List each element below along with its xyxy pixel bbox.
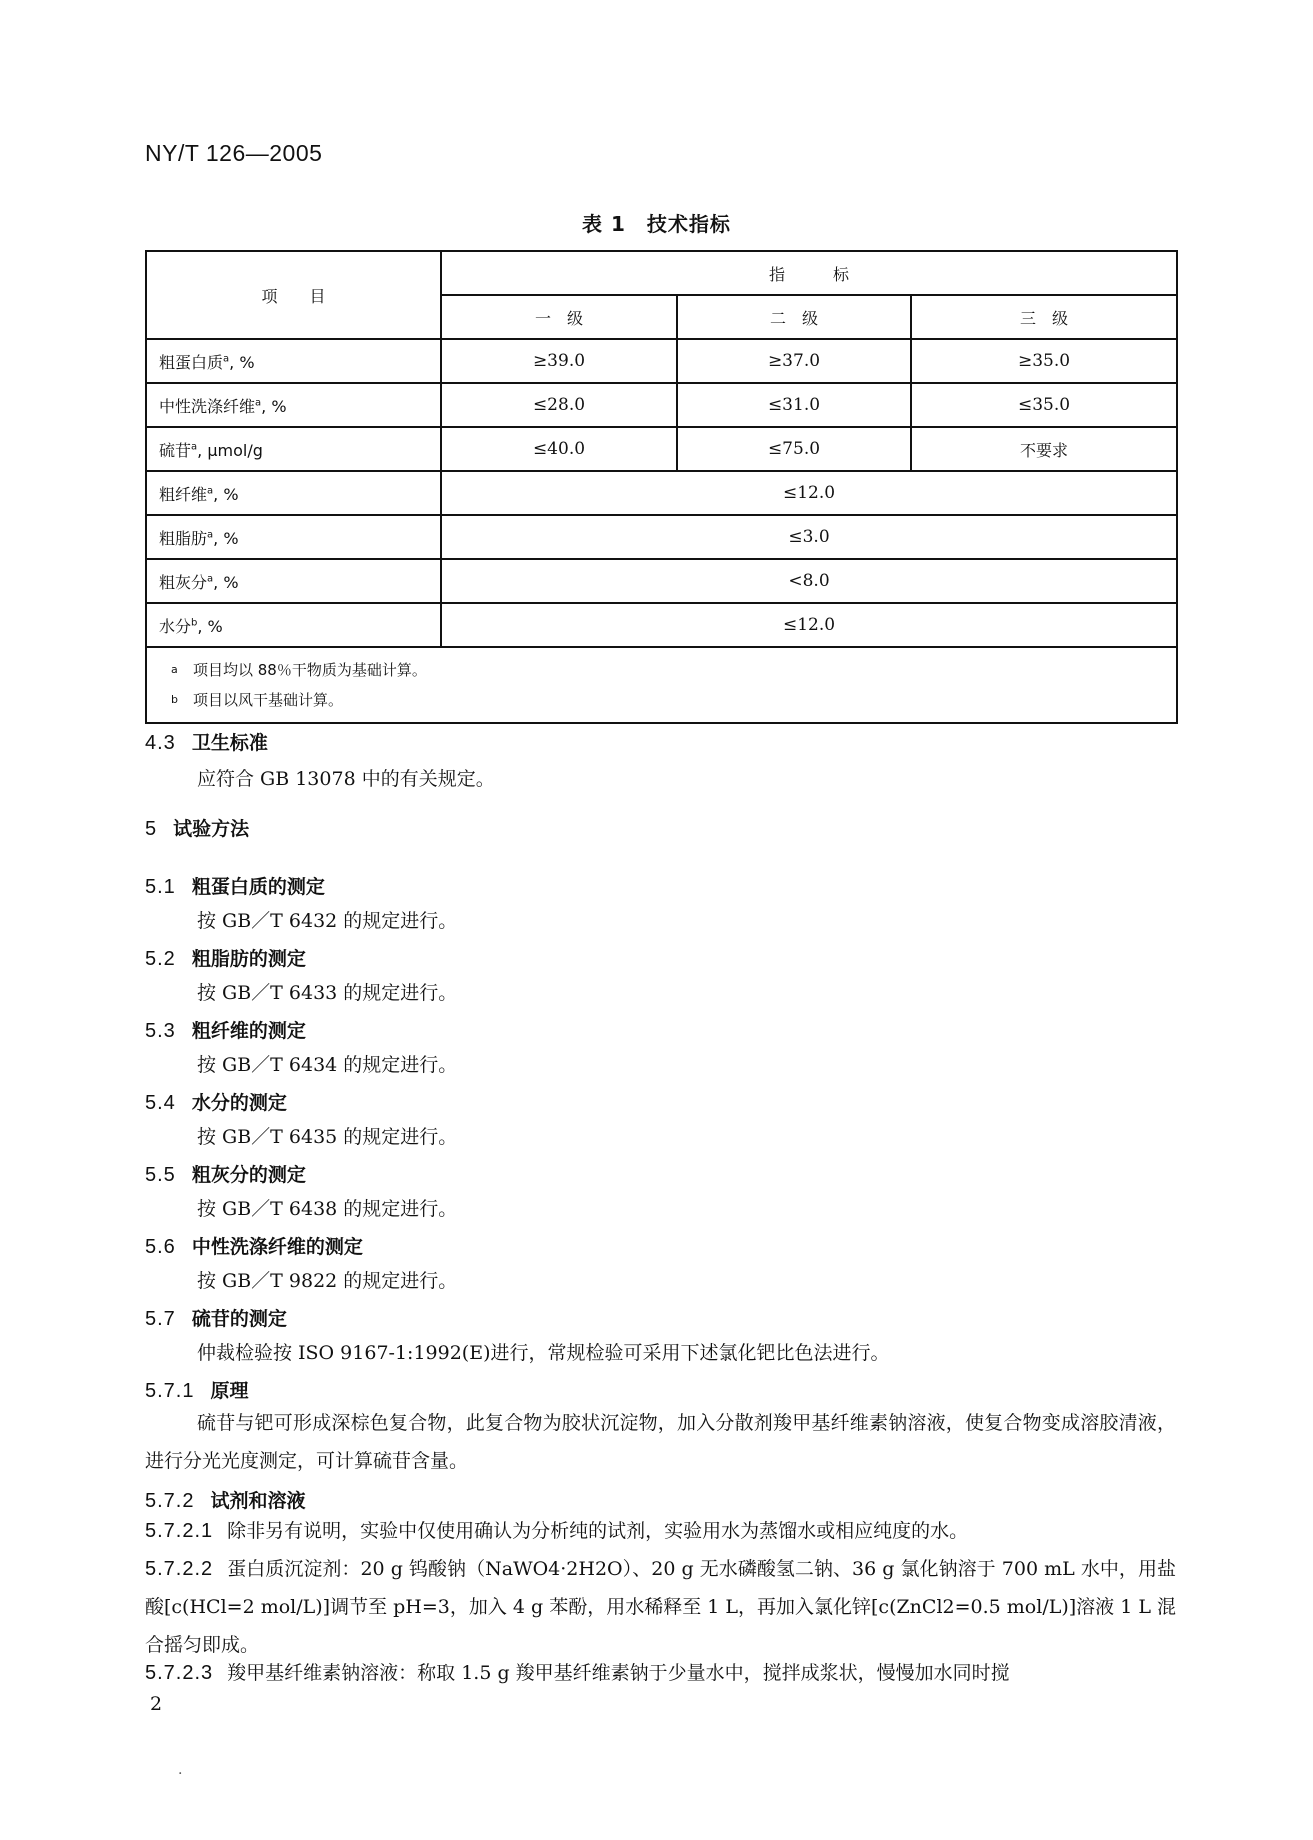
cell: <8.0 (441, 559, 1177, 603)
header-index: 指 标 (441, 251, 1177, 295)
spec-table (145, 250, 1178, 724)
section-heading: 5.5 粗灰分的测定 (145, 1164, 306, 1186)
section-heading: 5.7.1 原理 (145, 1380, 249, 1402)
cell: ≤12.0 (441, 603, 1177, 647)
clause: 5.7.2.2 蛋白质沉淀剂：20 g 钨酸钠（NaWO4·2H2O）、20 g 无水磷酸氢二钠、36 g 氯化钠溶于 700 mL 水中，用盐酸[c(HCl=2 mol/L)]调节至 pH=3，加入 4 g 苯酚，用水稀释至 1 L，再加入氯化锌[c(ZnCl2=0.5 mol/L)]溶液 1 L 混合摇匀即成。 (145, 1558, 1176, 1656)
grade-3: 三 级 (911, 295, 1177, 339)
table-note: b 项目以风干基础计算。 (171, 691, 344, 709)
section-heading: 5.7.2 试剂和溶液 (145, 1490, 306, 1512)
table-title: 表 1 技术指标 (582, 212, 731, 236)
section-heading: 5.3 粗纤维的测定 (145, 1020, 306, 1042)
chapter-heading: 5 试验方法 (145, 818, 250, 840)
table-row (146, 603, 1177, 647)
table-row (146, 471, 1177, 515)
table-row (146, 383, 1177, 427)
cell: ≤35.0 (911, 383, 1177, 427)
scan-speck: . (178, 1762, 183, 1778)
cell: ≥39.0 (441, 339, 677, 383)
table-notes (146, 647, 1177, 723)
cell: ≤28.0 (441, 383, 677, 427)
section-heading: 5.4 水分的测定 (145, 1092, 287, 1114)
row-label: 中性洗涤纤维$^a$, % (146, 383, 441, 427)
row-label: 硫苷$^a$, μmol/g (146, 427, 441, 471)
row-label: 粗脂肪$^a$, % (146, 515, 441, 559)
section-body: 应符合 GB 13078 中的有关规定。 (197, 768, 495, 790)
section-body: 仲裁检验按 ISO 9167-1:1992(E)进行，常规检验可采用下述氯化钯比色法进行。 (197, 1342, 890, 1364)
section-body: 按 GB／T 6432 的规定进行。 (197, 910, 458, 932)
section-body: 按 GB／T 6433 的规定进行。 (197, 982, 458, 1004)
section-heading: 5.6 中性洗涤纤维的测定 (145, 1236, 363, 1258)
row-label: 水分$^b$, % (146, 603, 441, 647)
section-body: 按 GB／T 6434 的规定进行。 (197, 1054, 458, 1076)
cell: 不要求 (911, 427, 1177, 471)
section-heading: 5.2 粗脂肪的测定 (145, 948, 306, 970)
section-heading: 5.1 粗蛋白质的测定 (145, 876, 325, 898)
table-note: a 项目均以 88％干物质为基础计算。 (171, 661, 427, 679)
table-header-row (146, 251, 1177, 295)
cell: ≤75.0 (677, 427, 911, 471)
row-label: 粗灰分$^a$, % (146, 559, 441, 603)
page-number: 2 (150, 1693, 163, 1715)
header-item: 项 目 (146, 251, 441, 339)
cell: ≤3.0 (441, 515, 1177, 559)
section-body: 按 GB／T 6435 的规定进行。 (197, 1126, 458, 1148)
grade-2: 二 级 (677, 295, 911, 339)
section-heading: 4.3 卫生标准 (145, 732, 268, 754)
cell: ≤12.0 (441, 471, 1177, 515)
row-label: 粗蛋白质$^a$, % (146, 339, 441, 383)
clause: 5.7.2.1 除非另有说明，实验中仅使用确认为分析纯的试剂，实验用水为蒸馏水或相应纯度的水。 (145, 1520, 969, 1542)
cell: ≥37.0 (677, 339, 911, 383)
table-row (146, 427, 1177, 471)
table-row (146, 559, 1177, 603)
standard-code: NY/T 126—2005 (145, 140, 323, 166)
section-body: 按 GB／T 6438 的规定进行。 (197, 1198, 458, 1220)
section-heading: 5.7 硫苷的测定 (145, 1308, 287, 1330)
cell: ≥35.0 (911, 339, 1177, 383)
cell: ≤31.0 (677, 383, 911, 427)
table-notes-row (146, 647, 1177, 723)
row-label: 粗纤维$^a$, % (146, 471, 441, 515)
grade-1: 一 级 (441, 295, 677, 339)
section-body: 按 GB／T 9822 的规定进行。 (197, 1270, 458, 1292)
table-row (146, 339, 1177, 383)
cell: ≤40.0 (441, 427, 677, 471)
section-body: 硫苷与钯可形成深棕色复合物，此复合物为胶状沉淀物，加入分散剂羧甲基纤维素钠溶液，使复合物变成溶胶清液，进行分光光度测定，可计算硫苷含量。 (145, 1412, 1176, 1472)
clause: 5.7.2.3 羧甲基纤维素钠溶液：称取 1.5 g 羧甲基纤维素钠于少量水中，搅拌成浆状，慢慢加水同时搅 (145, 1662, 1010, 1684)
table-row (146, 515, 1177, 559)
